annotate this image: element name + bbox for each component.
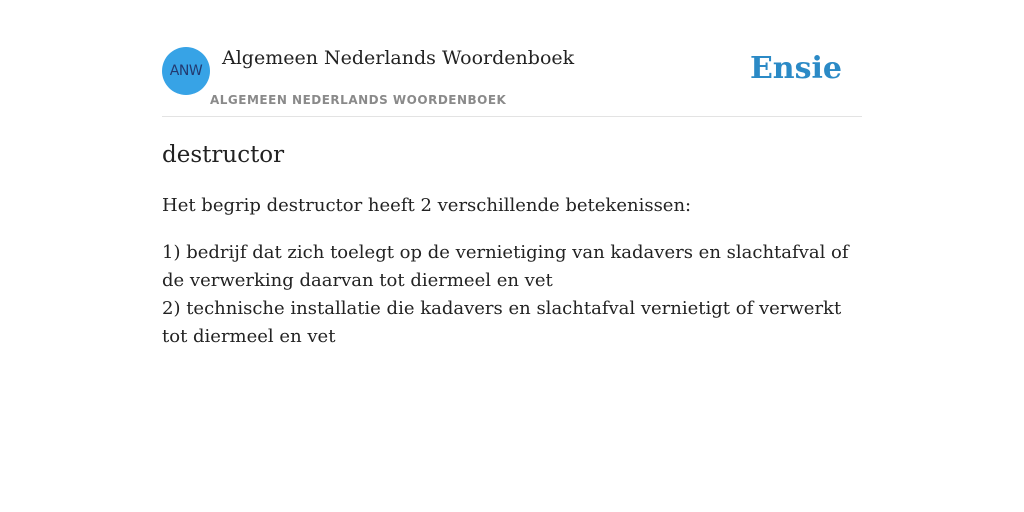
source-subtitle: ALGEMEEN NEDERLANDS WOORDENBOEK [210,93,507,107]
ensie-brand-link[interactable]: Ensie [749,51,842,86]
source-header [162,0,862,117]
entry-intro: Het begrip destructor heeft 2 verschillende betekenissen: [162,195,692,216]
definition-item: 1) bedrijf dat zich toelegt op de vernietiging van kadavers en slachtafval of de verwerking daarvan tot diermeel en vet [162,242,849,291]
definition-list [162,239,862,351]
source-title[interactable]: Algemeen Nederlands Woordenboek [222,47,575,69]
definition-item: 2) technische installatie die kadavers en slachtafval vernietigt of verwerkt tot diermeel en vet [162,298,842,347]
page-container [162,0,862,347]
anw-logo-text: ANW [169,63,203,79]
entry-term: destructor [162,142,285,168]
anw-logo[interactable] [162,47,210,95]
